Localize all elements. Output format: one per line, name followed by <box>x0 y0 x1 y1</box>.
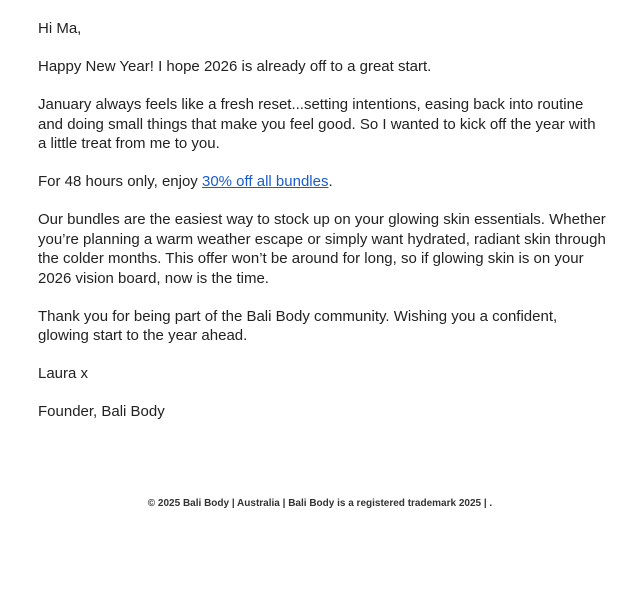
offer-paragraph <box>38 172 608 192</box>
greeting: Hi Ma, <box>38 20 82 37</box>
bundles-offer-link[interactable]: 30% off all bundles <box>201 173 329 190</box>
signoff: Laura x <box>38 365 89 382</box>
footer-copyright: © 2025 Bali Body | Australia | Bali Body is a registered trademark 2025 | . <box>147 498 493 509</box>
bundles-paragraph: Our bundles are the easiest way to stock up on your glowing skin essentials. Whether you’re planning a warm weather escape or simply want hydrated, radiant skin through the colder months. This offer won’t be around for long, so if glowing skin is on your 2026 vision board, now is the time. <box>38 211 606 287</box>
signature: Founder, Bali Body <box>38 403 165 420</box>
new-year-paragraph: Happy New Year! I hope 2026 is already off to a great start. <box>38 58 432 75</box>
fresh-reset-paragraph: January always feels like a fresh reset...setting intentions, easing back into routine and doing small things that make you feel good. So I wanted to kick off the year with a little treat from me to you. <box>38 96 596 152</box>
offer-prefix: For 48 hours only, enjoy <box>38 173 202 190</box>
email-content <box>38 19 608 440</box>
offer-suffix: . <box>328 173 333 190</box>
thank-you-paragraph: Thank you for being part of the Bali Body community. Wishing you a confident, glowing start to the year ahead. <box>38 307 558 344</box>
